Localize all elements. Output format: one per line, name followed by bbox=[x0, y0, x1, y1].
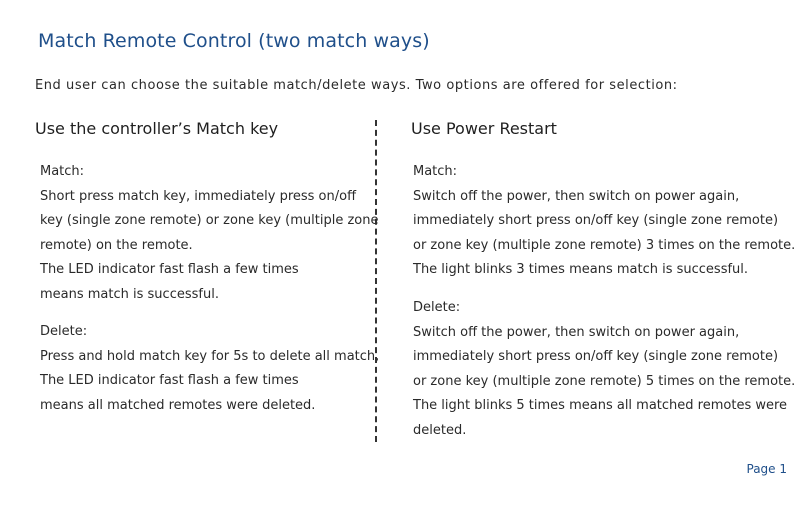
left-column-heading: Use the controller’s Match key bbox=[35, 119, 279, 138]
left-match-label: Match: bbox=[40, 164, 85, 179]
right-match-line: or zone key (multiple zone remote) 3 times on the remote. bbox=[413, 237, 796, 253]
right-match-line: Switch off the power, then switch on power again, bbox=[413, 188, 740, 204]
page-title: Match Remote Control (two match ways) bbox=[38, 30, 430, 52]
right-delete-line: immediately short press on/off key (single zone remote) bbox=[413, 349, 779, 364]
right-column-heading: Use Power Restart bbox=[411, 119, 557, 138]
left-delete-line: means all matched remotes were deleted. bbox=[40, 397, 316, 413]
right-delete-section bbox=[413, 296, 795, 443]
left-match-line: Short press match key, immediately press on/off bbox=[40, 188, 357, 204]
right-delete-line: or zone key (multiple zone remote) 5 times on the remote. bbox=[413, 373, 796, 389]
left-delete-section bbox=[40, 320, 379, 418]
right-match-section bbox=[413, 160, 795, 283]
right-match-label: Match: bbox=[413, 164, 458, 179]
left-match-section bbox=[40, 160, 378, 307]
intro-text: End user can choose the suitable match/delete ways. Two options are offered for selection: bbox=[35, 78, 678, 93]
left-match-line: The LED indicator fast flash a few times bbox=[40, 262, 299, 277]
right-delete-label: Delete: bbox=[413, 300, 461, 315]
right-match-line: immediately short press on/off key (single zone remote) bbox=[413, 213, 779, 228]
right-delete-line: The light blinks 5 times means all matched remotes were bbox=[413, 398, 788, 413]
left-delete-line: Press and hold match key for 5s to delete all match, bbox=[40, 348, 380, 364]
page-number: Page 1 bbox=[746, 462, 787, 476]
left-delete-label: Delete: bbox=[40, 324, 88, 339]
left-match-line: remote) on the remote. bbox=[40, 237, 193, 253]
left-match-line: means match is successful. bbox=[40, 286, 219, 302]
right-delete-line: deleted. bbox=[413, 422, 467, 438]
left-delete-line: The LED indicator fast flash a few times bbox=[40, 373, 299, 388]
right-delete-line: Switch off the power, then switch on power again, bbox=[413, 324, 740, 340]
right-match-line: The light blinks 3 times means match is successful. bbox=[413, 262, 749, 277]
left-match-line: key (single zone remote) or zone key (multiple zone bbox=[40, 213, 379, 228]
